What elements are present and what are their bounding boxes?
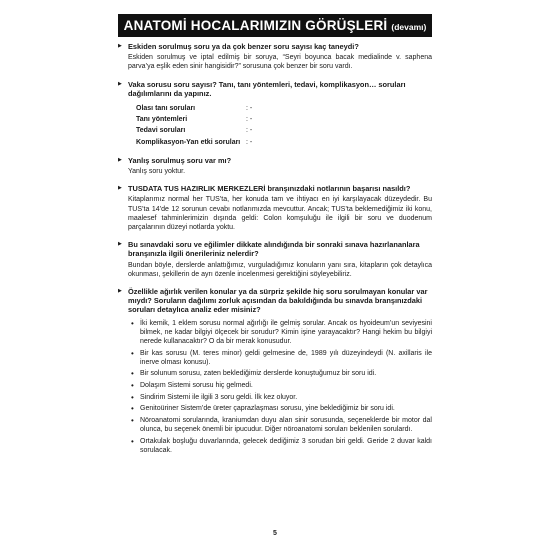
question: ▶ Vaka sorusu soru sayısı? Tanı, tanı yöntemleri, tedavi, komplikasyon… soruları dağılımlarını da yapınız. <box>118 80 432 98</box>
row-value: : - <box>246 116 253 124</box>
question-distribution-list <box>118 103 432 148</box>
row-label: Tanı yöntemleri <box>136 116 188 124</box>
row-value: : - <box>246 138 253 146</box>
distribution-row <box>136 103 432 114</box>
distribution-row <box>136 125 432 136</box>
question: ▶ TUSDATA TUS HAZIRLIK MERKEZLERİ branşınızdaki notlarının başarısı nasıldı? <box>118 184 432 193</box>
list-item: • Bir solunum sorusu, zaten beklediğimiz derslerde konuştuğumuz bir soru idi. <box>140 369 432 378</box>
section-notes-success <box>118 184 432 232</box>
row-value: : - <box>246 127 253 135</box>
section-previous-questions <box>118 42 432 72</box>
question: ▶ Eskiden sorulmuş soru ya da çok benzer soru sayısı kaç taneydi? <box>118 42 432 51</box>
distribution-row <box>136 137 432 148</box>
page-number: 5 <box>273 530 277 537</box>
row-label: Tedavi soruları <box>136 127 186 135</box>
answer: Yanlış soru yoktur. <box>128 168 186 176</box>
list-item: • Dolaşım Sistemi sorusu hiç gelmedi. <box>140 381 432 390</box>
question: ▶ Bu sınavdaki soru ve eğilimler dikkate alındığında bir sonraki sınava hazırlananlara branşınızla ilgili önerileriniz nelerdir? <box>118 240 432 258</box>
answer: Kitaplarımız normal her TUS’ta, her konuda tam ve ihtiyacı en iyi karşılayacak düzeydedir. Bu TUS’ta 14’de 12 sorunun cevabı notlarımızda mevcuttur. Ancak; TUS’ta beklemediğimiz iki konu, maalesef tahminlerimizin dışında geldi: Colon komşuluğu ile ilgili bir soru ve duodenum parçalarının düzeyi notlarda yoktu. <box>128 196 432 232</box>
list-item: • Nöroanatomi sorularında, kraniumdan duyu alan sinir sorusunda, seçeneklerde bir motor dal olunca, bu seçenek önemli bir ipucudur. Diğer nöroanatomi soruları beklenilen sorulardı. <box>140 416 432 434</box>
page-title: ANATOMİ HOCALARIMIZIN GÖRÜŞLERİ <box>123 18 388 33</box>
page-title-bar <box>118 14 432 37</box>
page-subtitle: (devamı) <box>391 21 427 32</box>
list-item: • Bir kas sorusu (M. teres minor) geldi gelmesine de, 1989 yılı düzeyindeydi (N. axillaris ile inerve olması konusu). <box>140 349 432 367</box>
section-case-questions <box>118 80 432 148</box>
section-topic-analysis <box>118 287 432 455</box>
row-label: Komplikasyon-Yan etki soruları <box>136 138 241 146</box>
question: ▶ Özellikle ağırlık verilen konular ya da sürpriz şekilde hiç soru sorulmayan konular var mıydı? Soruların dağılımı zorluk açısından da bakıldığında bu sınavda branşınızdaki soruları detaylıca analiz eder misiniz? <box>118 287 432 315</box>
analysis-bullet-list <box>118 319 432 455</box>
row-label: Olası tanı soruları <box>136 105 196 113</box>
section-recommendations <box>118 240 432 279</box>
distribution-row <box>136 114 432 125</box>
section-wrong-questions <box>118 156 432 176</box>
list-item: • Ortakulak boşluğu duvarlarında, gelecek dediğimiz 3 sorudan biri geldi. Geride 2 duvar kaldı sorulacak. <box>140 437 432 455</box>
list-item: • Sindirim Sistemi ile ilgili 3 soru geldi. İlk kez oluyor. <box>140 393 432 402</box>
list-item: • Genitoüriner Sistem’de üreter çaprazlaşması sorusu, yine beklediğimiz bir soru idi. <box>140 404 432 413</box>
answer: Eskiden sorulmuş ve iptal edilmiş bir soruya, “Seyri boyunca bacak medialinde v. saphena parva’ya eşlik eden sinir hangisidir?” sorusuna çok benzer bir soru vardı. <box>128 54 432 71</box>
list-item: • İki kemik, 1 eklem sorusu normal ağırlığı ile gelmiş sorular. Ancak os hyoideum’un seviyesini bilmek, ne kadar bilgiyi ölçecek bir sorudur? Kimin işine yarayacaktır? Hangi hekim bu bilgiyi nerede kullanacaktır? O da bir merak konusudur. <box>140 319 432 347</box>
answer: Bundan böyle, derslerde anlattığımız, vurguladığımız konuların yanı sıra, kitapların çok detaylıca okunması, şekillerin de ayrı özenle incelenmesi gerektiğini söyleyebiliriz. <box>128 261 432 278</box>
row-value: : - <box>246 105 253 113</box>
question: ▶ Yanlış sorulmuş soru var mı? <box>118 156 432 165</box>
